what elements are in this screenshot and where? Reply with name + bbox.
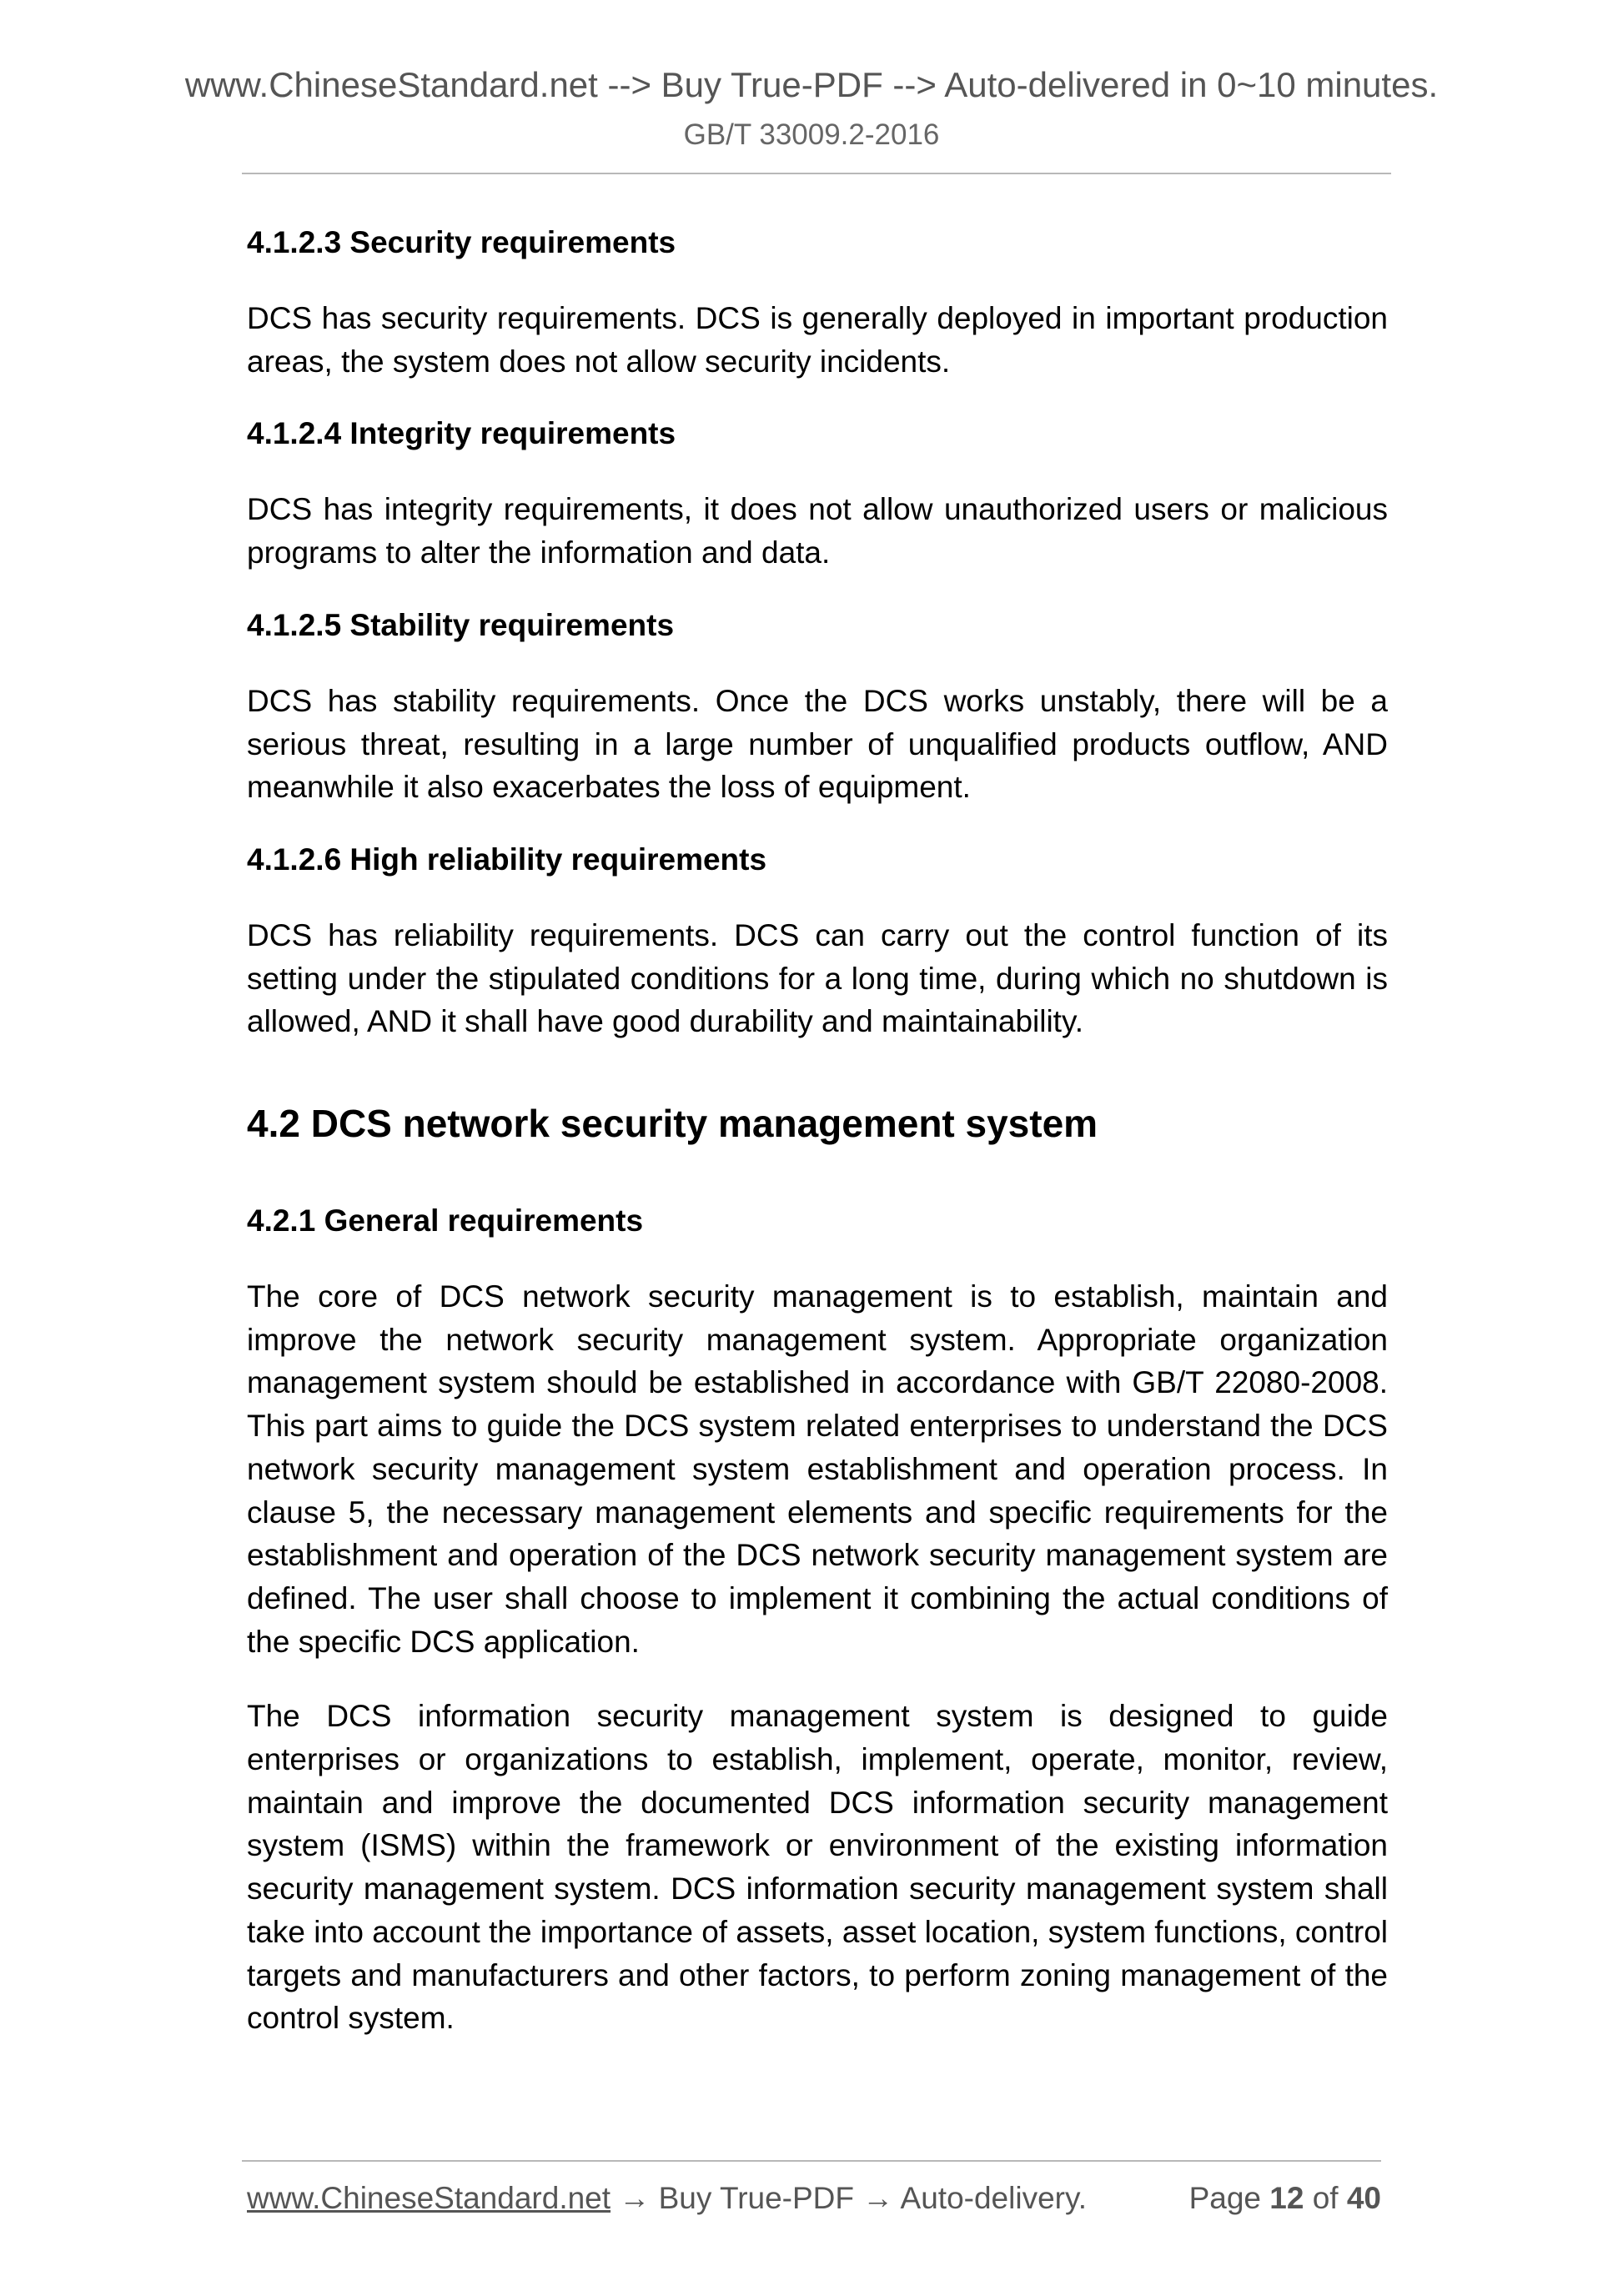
section-paragraph-4-1-2-5: DCS has stability requirements. Once the DCS works unstably, there will be a serious threat, resulting in a large number of unqualified products outflow, AND meanwhile it also exacerbates the loss of equipment. <box>247 683 1388 805</box>
arrow-right-icon: → <box>619 2181 651 2215</box>
of-label: of <box>1312 2181 1339 2215</box>
section-heading-4-1-2-3: 4.1.2.3 Security requirements <box>247 225 676 259</box>
section-title-4-2: 4.2 DCS network security management system <box>247 1102 1098 1146</box>
standard-code: GB/T 33009.2-2016 <box>683 118 940 151</box>
footer-site-link[interactable]: www.ChineseStandard.net <box>247 2181 611 2215</box>
arrow-right-icon: → <box>862 2181 894 2215</box>
document-body <box>247 224 1388 2072</box>
section-heading-4-2-1: 4.2.1 General requirements <box>247 1203 644 1238</box>
section-heading-4-1-2-4: 4.1.2.4 Integrity requirements <box>247 416 676 451</box>
total-pages: 40 <box>1346 2181 1381 2215</box>
section-paragraph-4-1-2-3: DCS has security requirements. DCS is generally deployed in important production areas, the system does not allow security incidents. <box>247 301 1388 379</box>
footer-delivery-text: Auto-delivery. <box>900 2181 1088 2215</box>
footer-buy-text: Buy True-PDF <box>658 2181 855 2215</box>
top-banner: www.ChineseStandard.net --> Buy True-PDF --> Auto-delivered in 0~10 minutes. <box>184 65 1439 104</box>
page-label: Page <box>1188 2181 1261 2215</box>
footer-promo <box>247 2179 1087 2218</box>
footer-divider <box>242 2160 1381 2162</box>
page-number: 12 <box>1269 2181 1304 2215</box>
section-paragraph-4-1-2-6: DCS has reliability requirements. DCS can carry out the control function of its setting under the stipulated conditions for a long time, during which no shutdown is allowed, AND it shall have good durability and maintainability. <box>247 917 1388 1039</box>
section-paragraph-4-2-1-a: The core of DCS network security management is to establish, maintain and improve the network security management system. Appropriate organization management system should be established in accordance with GB/T 22080-2008. This part aims to guide the DCS system related enterprises to understand the DCS network security management system establishment and operation process. In clause 5, the necessary management elements and specific requirements for the establishment and operation of the DCS network security management system are defined. The user shall choose to implement it combining the actual conditions of the specific DCS application. <box>247 1279 1388 1659</box>
section-heading-4-1-2-6: 4.1.2.6 High reliability requirements <box>247 842 767 877</box>
header-divider <box>242 173 1391 174</box>
section-heading-4-1-2-5: 4.1.2.5 Stability requirements <box>247 607 675 642</box>
page-counter <box>1189 2179 1381 2218</box>
section-paragraph-4-1-2-4: DCS has integrity requirements, it does not allow unauthorized users or malicious programs to alter the information and data. <box>247 492 1388 570</box>
section-paragraph-4-2-1-b: The DCS information security management system is designed to guide enterprises or organizations to establish, implement, operate, monitor, review, maintain and improve the documented DCS information security management system (ISMS) within the framework or environment of the existing information security management system. DCS information security management system shall take into account the importance of assets, asset location, system functions, control targets and manufacturers and other factors, to perform zoning management of the control system. <box>247 1699 1388 2036</box>
